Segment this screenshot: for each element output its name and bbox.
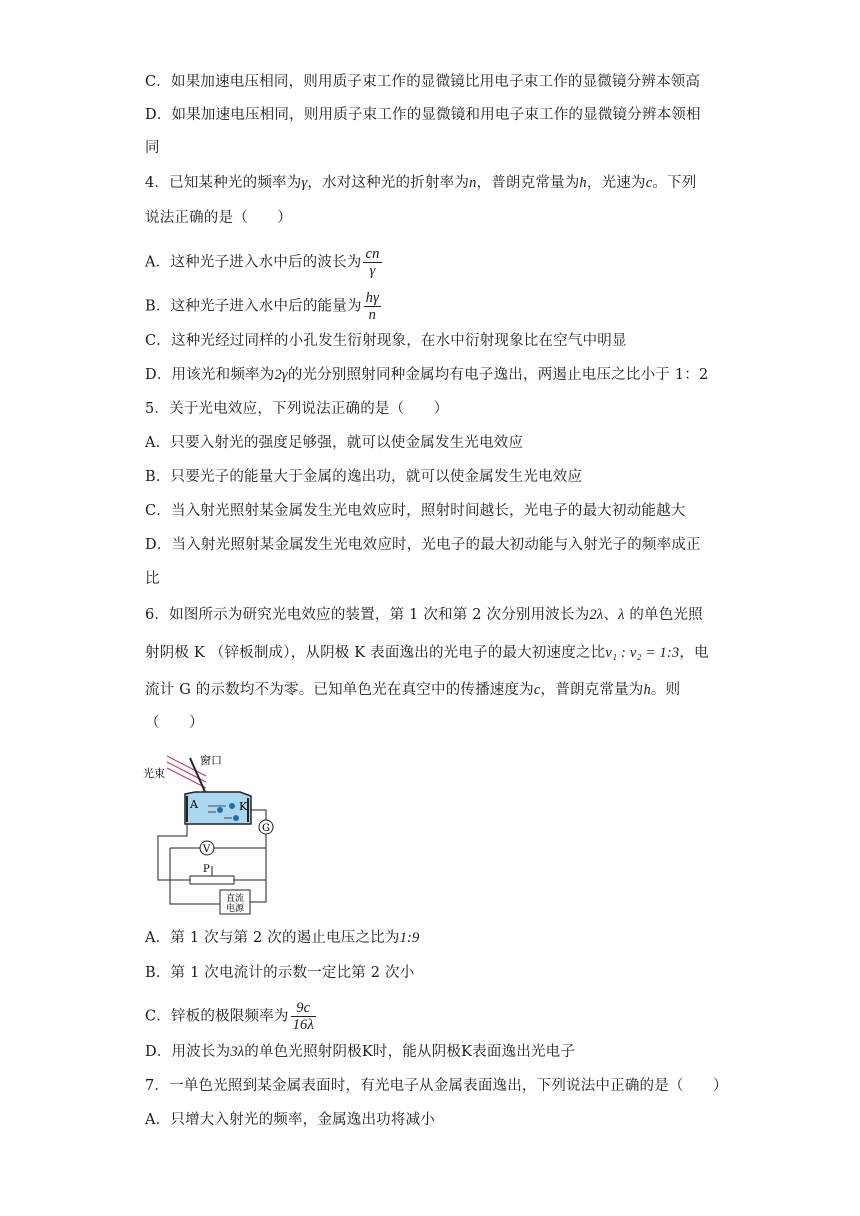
text: 的单色光照 [624,607,703,623]
text: 。下列 [652,175,697,191]
text: ，电 [679,645,709,661]
question-7-stem: 7．一单色光照到某金属表面时，有光电子从金属表面逸出，下列说法中正确的是（ ） [145,1078,728,1094]
math: n [469,175,477,191]
text: ，水对这种光的折射率为 [307,175,470,191]
q5-option-b: B．只要光子的能量大于金属的逸出功，就可以使金属发生光电效应 [145,469,583,485]
wire [158,824,187,870]
beam-label: 光束 [143,767,165,780]
math: 2λ [589,607,604,623]
text: 。则 [650,682,681,698]
text: 时，能从阴极 [372,1044,462,1060]
math: λ [618,607,625,623]
text: B．这种光子进入水中后的能量为 [145,298,362,315]
question-6-stem-3 [145,680,680,700]
den: n [368,307,377,323]
q6-option-c [145,1000,316,1033]
wire [251,810,266,820]
option-c-line: C．如果加速电压相同，则用质子束工作的显微镜比用电子束工作的显微镜分辨本领高 [145,74,701,90]
fraction [291,1000,316,1033]
math: v₁ : v₂ = 1:3 [605,645,680,661]
math: 3λ [230,1044,245,1060]
math: K [461,1044,473,1060]
window-label: 窗口 [200,754,222,767]
dc-source-label-1: 直流 [226,894,245,904]
question-6-stem-4: （ ） [145,715,204,731]
q5-option-d: D．当入射光照射某金属发生光电效应时，光电子的最大初动能与入射光子的频率成正 [145,537,701,553]
question-4-stem-2: 说法正确的是（ ） [145,210,292,226]
option-d-line: D．如果加速电压相同，则用质子束工作的显微镜和用电子束工作的显微镜分辨本领相 [145,107,701,123]
text: 的单色光照射阴极 [244,1044,362,1060]
q6-option-a [145,928,420,948]
text: D．用该光和频率为 [145,367,275,383]
cathode-label: K [239,800,248,813]
math: γ [301,175,308,191]
anode-label: A [190,798,198,811]
num: hγ [365,290,380,306]
num: 9c [291,1000,316,1017]
question-6-stem-2 [145,643,709,663]
slider-label: P [203,864,210,875]
q4-option-c: C．这种光经过同样的小孔发生衍射现象，在水中衍射现象比在空气中明显 [145,333,627,349]
q5-option-a: A．只要入射光的强度足够强，就可以使金属发生光电效应 [145,435,524,451]
fraction [364,290,381,323]
wire [234,870,266,880]
den: 16λ [292,1017,314,1033]
q6-option-d [145,1042,575,1062]
question-6-stem [145,605,703,625]
electron [233,815,239,821]
dc-source-label-2: 电源 [226,904,245,914]
math: K [361,1044,373,1060]
text: 、 [603,607,619,623]
math: h [643,682,651,698]
text: 的光分别照射同种金属均有电子逸出，两遏止电压之比小于 1：2 [287,367,709,383]
q6-option-b: B．第 1 次电流计的示数一定比第 2 次小 [145,965,415,981]
text: 流计 G 的示数均不为零。已知单色光在真空中的传播速度为 [145,682,534,698]
math: h [579,175,587,191]
electron [229,803,235,809]
electron [217,807,223,813]
question-4-stem [145,173,696,193]
text: ，普朗克常量为 [476,175,580,191]
num: cn [365,246,380,262]
photoelectric-circuit-diagram [140,748,290,916]
q7-option-a: A．只增大入射光的频率，金属逸出功将减小 [145,1112,435,1128]
math: c [645,175,653,191]
q4-option-b [145,290,381,323]
galvanometer-label: G [262,823,270,834]
text: 表面逸出光电子 [472,1044,576,1060]
rheostat [190,876,234,884]
text: ，普朗克常量为 [540,682,644,698]
math: 2γ [274,367,288,383]
wire [158,870,190,880]
text: A．第 1 次与第 2 次的遏止电压之比为 [145,930,400,946]
voltmeter-label: V [203,844,211,855]
den: γ [369,263,376,279]
math: c [533,682,541,698]
q4-option-d [145,365,708,385]
text: 射阴极 K （锌板制成），从阴极 K 表面逸出的光电子的最大初速度之比 [145,645,606,661]
text: A．这种光子进入水中后的波长为 [145,254,362,271]
text: 6．如图所示为研究光电效应的装置，第 1 次和第 2 次分别用波长为 [145,607,590,623]
text: C．锌板的极限频率为 [145,1008,289,1025]
text: D．用波长为 [145,1044,231,1060]
wire [250,880,266,902]
q4-option-a [145,246,382,279]
fraction [363,246,381,279]
q5-option-d-cont: 比 [145,571,160,587]
option-d-cont: 同 [145,140,160,156]
math: 1:9 [399,930,420,946]
question-5-stem: 5．关于光电效应，下列说法正确的是（ ） [145,401,449,417]
text: 4．已知某种光的频率为 [145,175,302,191]
q5-option-c: C．当入射光照射某金属发生光电效应时，照射时间越长，光电子的最大初动能越大 [145,503,686,519]
text: ，光速为 [586,175,646,191]
